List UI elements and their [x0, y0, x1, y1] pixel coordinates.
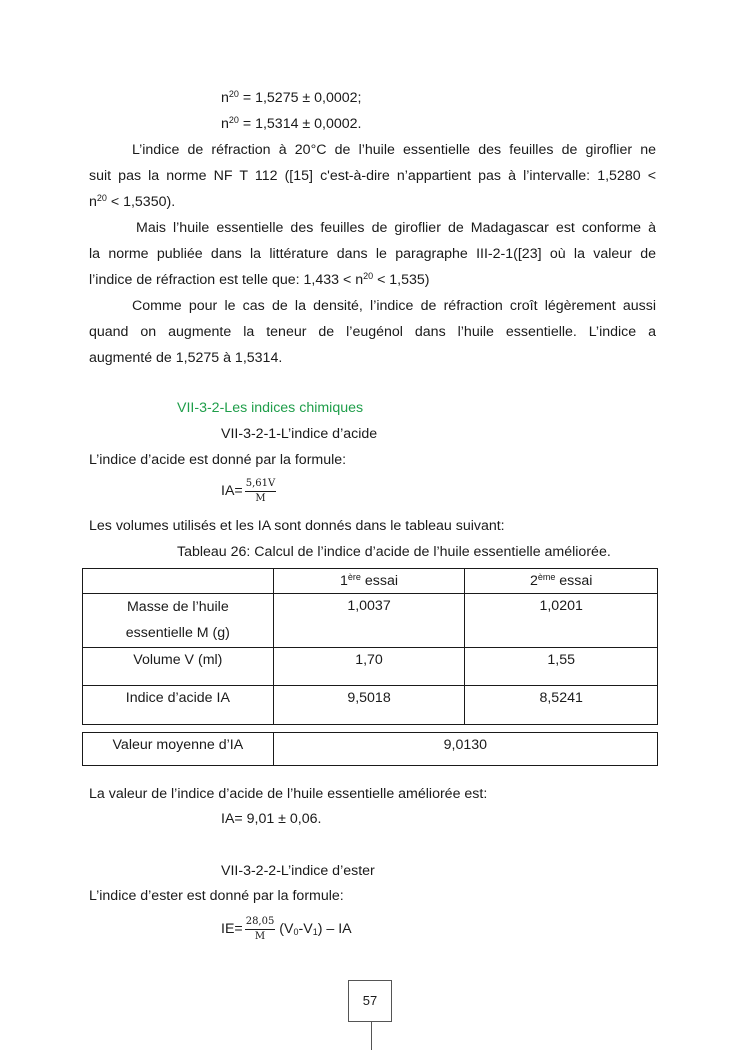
paragraph-1-line-3: $n^{20} < 1,5350$).	[89, 193, 176, 210]
header-trial-1: 1ère essai	[273, 569, 465, 594]
ester-index-formula: IE= $\frac{28,05}{M}$ $(V_0-V_1)$ – IA	[221, 915, 352, 942]
table-gap-row	[83, 725, 658, 733]
paragraph-1-line-1: L’indice de réfraction à 20°C de l’huile essentielle des feuilles de giroflier ne	[132, 142, 656, 158]
volume-trial-1: 1,70	[273, 648, 465, 686]
paragraph-3-line-1: Comme pour le cas de la densité, l’indice de réfraction croît légèrement aussi	[132, 298, 656, 314]
volume-trial-2: 1,55	[465, 648, 658, 686]
mean-acid-index-value: 9,0130	[273, 733, 657, 766]
paragraph-2-line-2: la norme publiée dans la littérature dans le paragraphe III-2-1([23] où la valeur de	[89, 246, 656, 262]
acid-index-result-intro: La valeur de l’indice d’acide de l’huile essentielle améliorée est:	[89, 786, 488, 802]
paragraph-2-line-1: Mais l’huile essentielle des feuilles de giroflier de Madagascar est conforme à	[136, 220, 656, 236]
refraction-value-2: $n^{20} = 1,5314 \pm 0,0002$.	[221, 115, 362, 132]
subsection-acid-index-heading: VII-3-2-1-L’indice d’acide	[221, 426, 378, 442]
row-label-acid-index: Indice d’acide IA	[83, 686, 274, 725]
acid-index-formula: IA= $\frac{5,61V}{M}$	[221, 477, 276, 504]
acid-index-table	[82, 568, 658, 766]
ester-index-fraction: $\frac{28,05}{M}$	[245, 915, 275, 942]
subsection-ester-index-heading: VII-3-2-2-L’indice d’ester	[221, 863, 375, 879]
page-number-box	[348, 980, 392, 1022]
acid-index-fraction: $\frac{5,61V}{M}$	[245, 477, 276, 504]
acid-index-trial-1: 9,5018	[273, 686, 465, 725]
table-header-row	[83, 569, 658, 594]
page-number: 57	[362, 993, 378, 1008]
table-row-mass	[83, 594, 658, 648]
mass-trial-2: 1,0201	[465, 594, 658, 648]
paragraph-2-line-3: l’indice de réfraction est telle que: $1,433 < n^{20} < 1,535$)	[89, 271, 430, 288]
table-row-mean	[83, 733, 658, 766]
table-row-acid-index	[83, 686, 658, 725]
row-label-mass: Masse de l’huile essentielle M (g)	[83, 594, 274, 648]
section-heading: VII-3-2-Les indices chimiques	[177, 400, 364, 416]
paragraph-1-line-2: suit pas la norme NF T 112 ([15] c'est-à-dire n’appartient pas à l’intervalle: 1,5280 <	[89, 168, 656, 184]
acid-index-intro: L’indice d’acide est donné par la formule:	[89, 452, 347, 468]
page-number-line	[371, 1022, 372, 1050]
paragraph-3-line-2: quand on augmente la teneur de l’eugénol dans l’huile essentielle. L’indice a	[89, 324, 656, 340]
mass-trial-1: 1,0037	[273, 594, 465, 648]
row-label-volume: Volume V (ml)	[83, 648, 274, 686]
header-trial-2: 2ème essai	[465, 569, 658, 594]
table-row-volume	[83, 648, 658, 686]
volumes-intro: Les volumes utilisés et les IA sont donnés dans le tableau suivant:	[89, 518, 505, 534]
refraction-value-1: $n^{20} = 1,5275 \pm 0,0002$;	[221, 89, 362, 106]
table-caption: Tableau 26: Calcul de l’indice d’acide de l’huile essentielle améliorée.	[177, 544, 611, 560]
acid-index-trial-2: 8,5241	[465, 686, 658, 725]
acid-index-result: IA= 9,01 ± 0,06.	[221, 811, 322, 827]
ester-index-intro: L’indice d’ester est donné par la formule:	[89, 888, 344, 904]
paragraph-3-line-3: augmenté de 1,5275 à 1,5314.	[89, 350, 283, 366]
row-label-mean: Valeur moyenne d’IA	[83, 733, 274, 766]
table-corner-cell	[83, 569, 274, 594]
